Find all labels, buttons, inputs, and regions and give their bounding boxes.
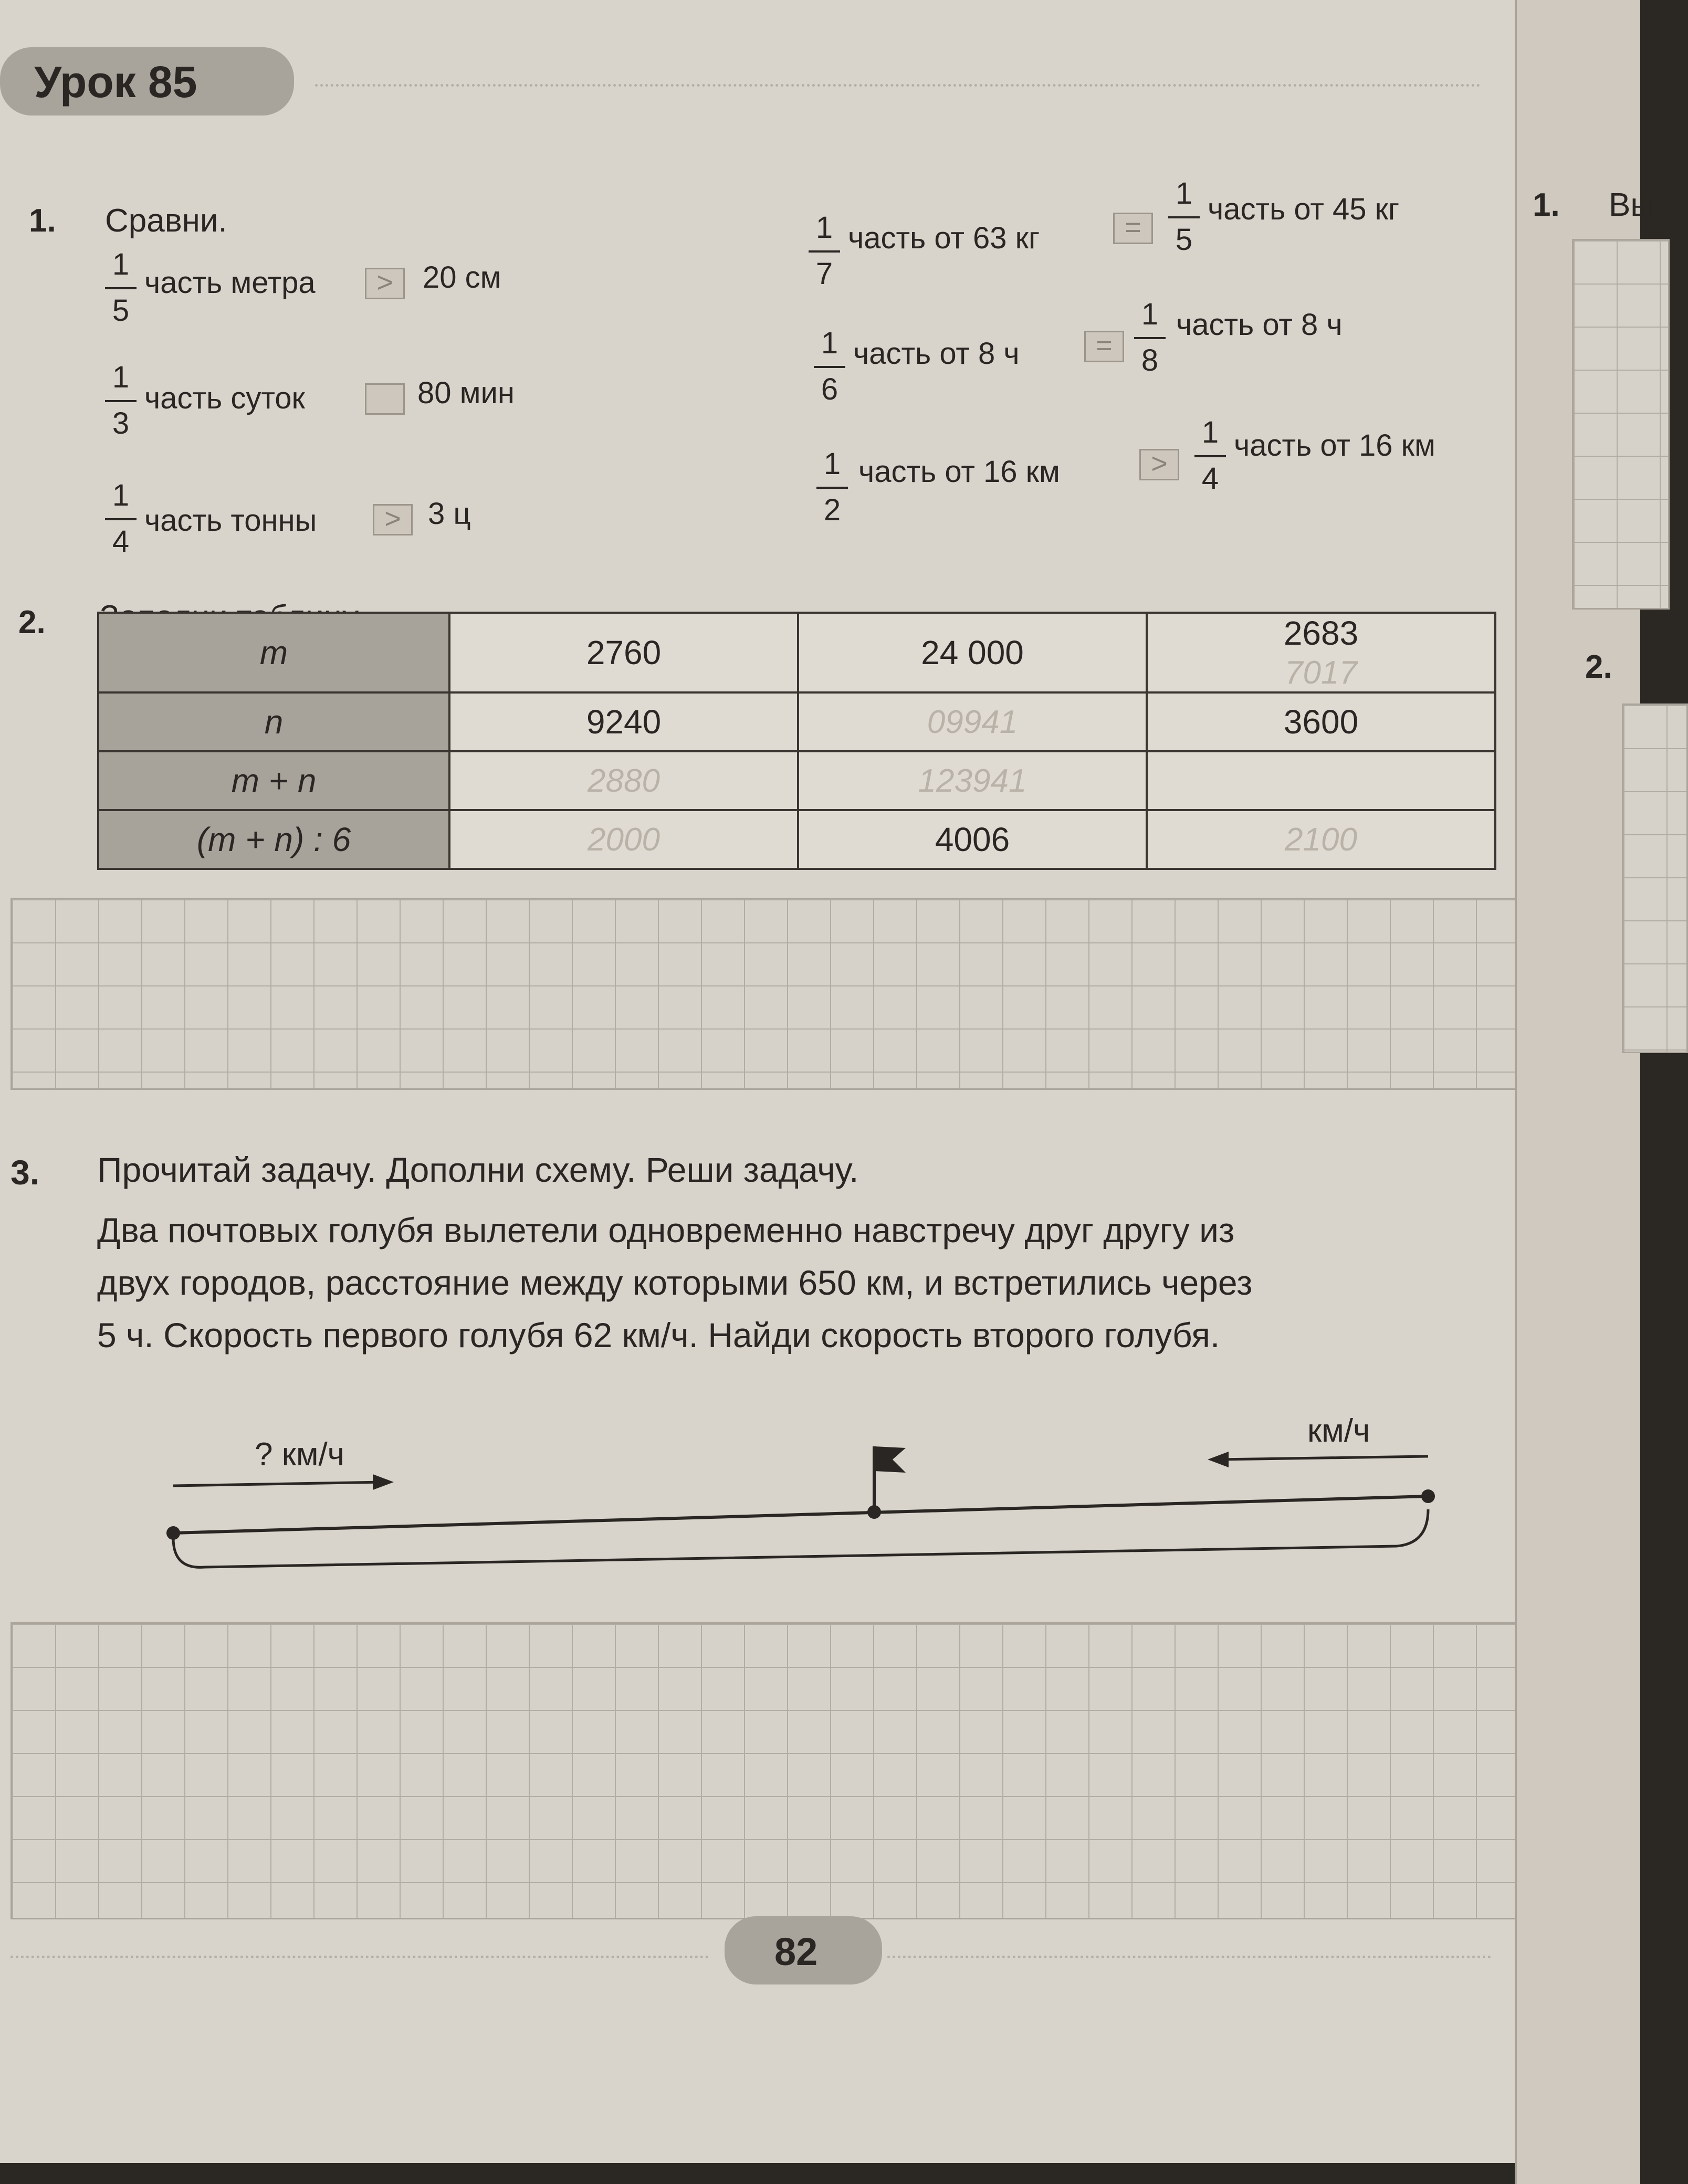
- handwritten-cell[interactable]: [1147, 751, 1495, 810]
- adjacent-page: [1515, 0, 1654, 2184]
- compare-text: часть тонны: [144, 503, 317, 538]
- table-cell: [1147, 613, 1495, 692]
- compare-value: 3 ц: [428, 497, 471, 531]
- table-cell: 4006: [798, 810, 1147, 869]
- footer-rule: [887, 1956, 1491, 1958]
- end-point: [1421, 1489, 1435, 1503]
- handwritten-cell[interactable]: 09941: [798, 692, 1147, 751]
- row-label-div: (m + n) : 6: [98, 810, 449, 869]
- task2-number: 2.: [18, 604, 46, 640]
- squared-grid: [11, 1622, 1578, 1919]
- table-cell: 9240: [449, 692, 798, 751]
- right-speed-label: км/ч: [1307, 1413, 1370, 1449]
- footer-rule: [11, 1956, 709, 1958]
- compare-text: часть от 63 кг: [848, 221, 1040, 255]
- task3-number: 3.: [11, 1153, 40, 1192]
- right-task1-word: Вы: [1609, 187, 1654, 223]
- handwritten-cell[interactable]: 2100: [1147, 810, 1495, 869]
- squared-grid: [1622, 704, 1688, 1053]
- handwritten-cell[interactable]: 2880: [449, 751, 798, 810]
- right-arrow-icon: [373, 1474, 394, 1490]
- table-cell: 2760: [449, 613, 798, 692]
- table-row: [98, 810, 1495, 869]
- task3-text-line: Два почтовых голубя вылетели одновременно навстречу друг другу из: [97, 1211, 1235, 1250]
- left-speed-label: ? км/ч: [255, 1436, 344, 1473]
- compare-text: часть от 8 ч: [853, 337, 1020, 371]
- compare-box[interactable]: >: [1139, 449, 1179, 480]
- fraction: 1 3: [105, 362, 137, 439]
- compare-text: часть от 16 км: [1234, 428, 1435, 463]
- fraction: 1 6: [814, 328, 845, 405]
- motion-scheme: [147, 1386, 1460, 1586]
- fraction: 1 8: [1134, 299, 1166, 376]
- compare-text: часть суток: [144, 381, 305, 415]
- handwritten-cell[interactable]: 123941: [798, 751, 1147, 810]
- flag-icon: [874, 1446, 906, 1473]
- start-point: [166, 1526, 180, 1540]
- table-row: [98, 692, 1495, 751]
- route-line: [173, 1496, 1428, 1533]
- task3-text-line: двух городов, расстояние между которыми 650 км, и встретились через: [97, 1263, 1253, 1302]
- table-row: [98, 751, 1495, 810]
- title-rule: [315, 84, 1481, 87]
- table-row: [98, 613, 1495, 692]
- fraction: 1 5: [105, 249, 137, 326]
- compare-value: 80 мин: [417, 376, 515, 410]
- fraction: 1 4: [105, 480, 137, 557]
- table-cell: 3600: [1147, 692, 1495, 751]
- compare-box[interactable]: [365, 383, 405, 415]
- distance-brace: [173, 1509, 1428, 1567]
- compare-box[interactable]: =: [1113, 213, 1153, 244]
- table-cell: 24 000: [798, 613, 1147, 692]
- row-label-sum: m + n: [98, 751, 449, 810]
- right-task1-number: 1.: [1533, 187, 1560, 223]
- fraction: 1 4: [1194, 417, 1226, 494]
- compare-box[interactable]: >: [365, 268, 405, 299]
- compare-text: часть от 45 кг: [1208, 192, 1400, 226]
- row-label-m: m: [98, 613, 449, 692]
- squared-grid: [1572, 239, 1670, 610]
- right-task2-number: 2.: [1585, 649, 1612, 685]
- compare-text: часть от 8 ч: [1176, 308, 1343, 342]
- right-arrow-line: [1218, 1456, 1428, 1460]
- row-label-n: n: [98, 692, 449, 751]
- task1-number: 1.: [29, 203, 56, 239]
- printed-value: 2683: [1283, 614, 1359, 652]
- squared-grid: [11, 898, 1536, 1090]
- compare-box[interactable]: >: [373, 504, 413, 536]
- compare-text: часть метра: [144, 266, 316, 300]
- compare-value: 20 см: [423, 260, 501, 295]
- task3-text-line: 5 ч. Скорость первого голубя 62 км/ч. Найди скорость второго голубя.: [97, 1316, 1220, 1354]
- handwritten-value: 7017: [1285, 655, 1357, 691]
- fraction: 1 2: [816, 449, 848, 526]
- fill-table: [97, 612, 1496, 870]
- compare-text: часть от 16 км: [858, 455, 1060, 489]
- left-arrow-line: [173, 1482, 383, 1486]
- task1-heading: Сравни.: [105, 203, 227, 239]
- handwritten-cell[interactable]: 2000: [449, 810, 798, 869]
- page-number: 82: [774, 1930, 818, 1973]
- fraction: 1 5: [1168, 178, 1200, 255]
- lesson-title: Урок 85: [34, 57, 197, 107]
- compare-box[interactable]: =: [1084, 331, 1124, 362]
- left-arrow-icon: [1208, 1452, 1229, 1467]
- task3-heading: Прочитай задачу. Дополни схему. Реши задачу.: [97, 1150, 859, 1189]
- fraction: 1 7: [809, 213, 840, 289]
